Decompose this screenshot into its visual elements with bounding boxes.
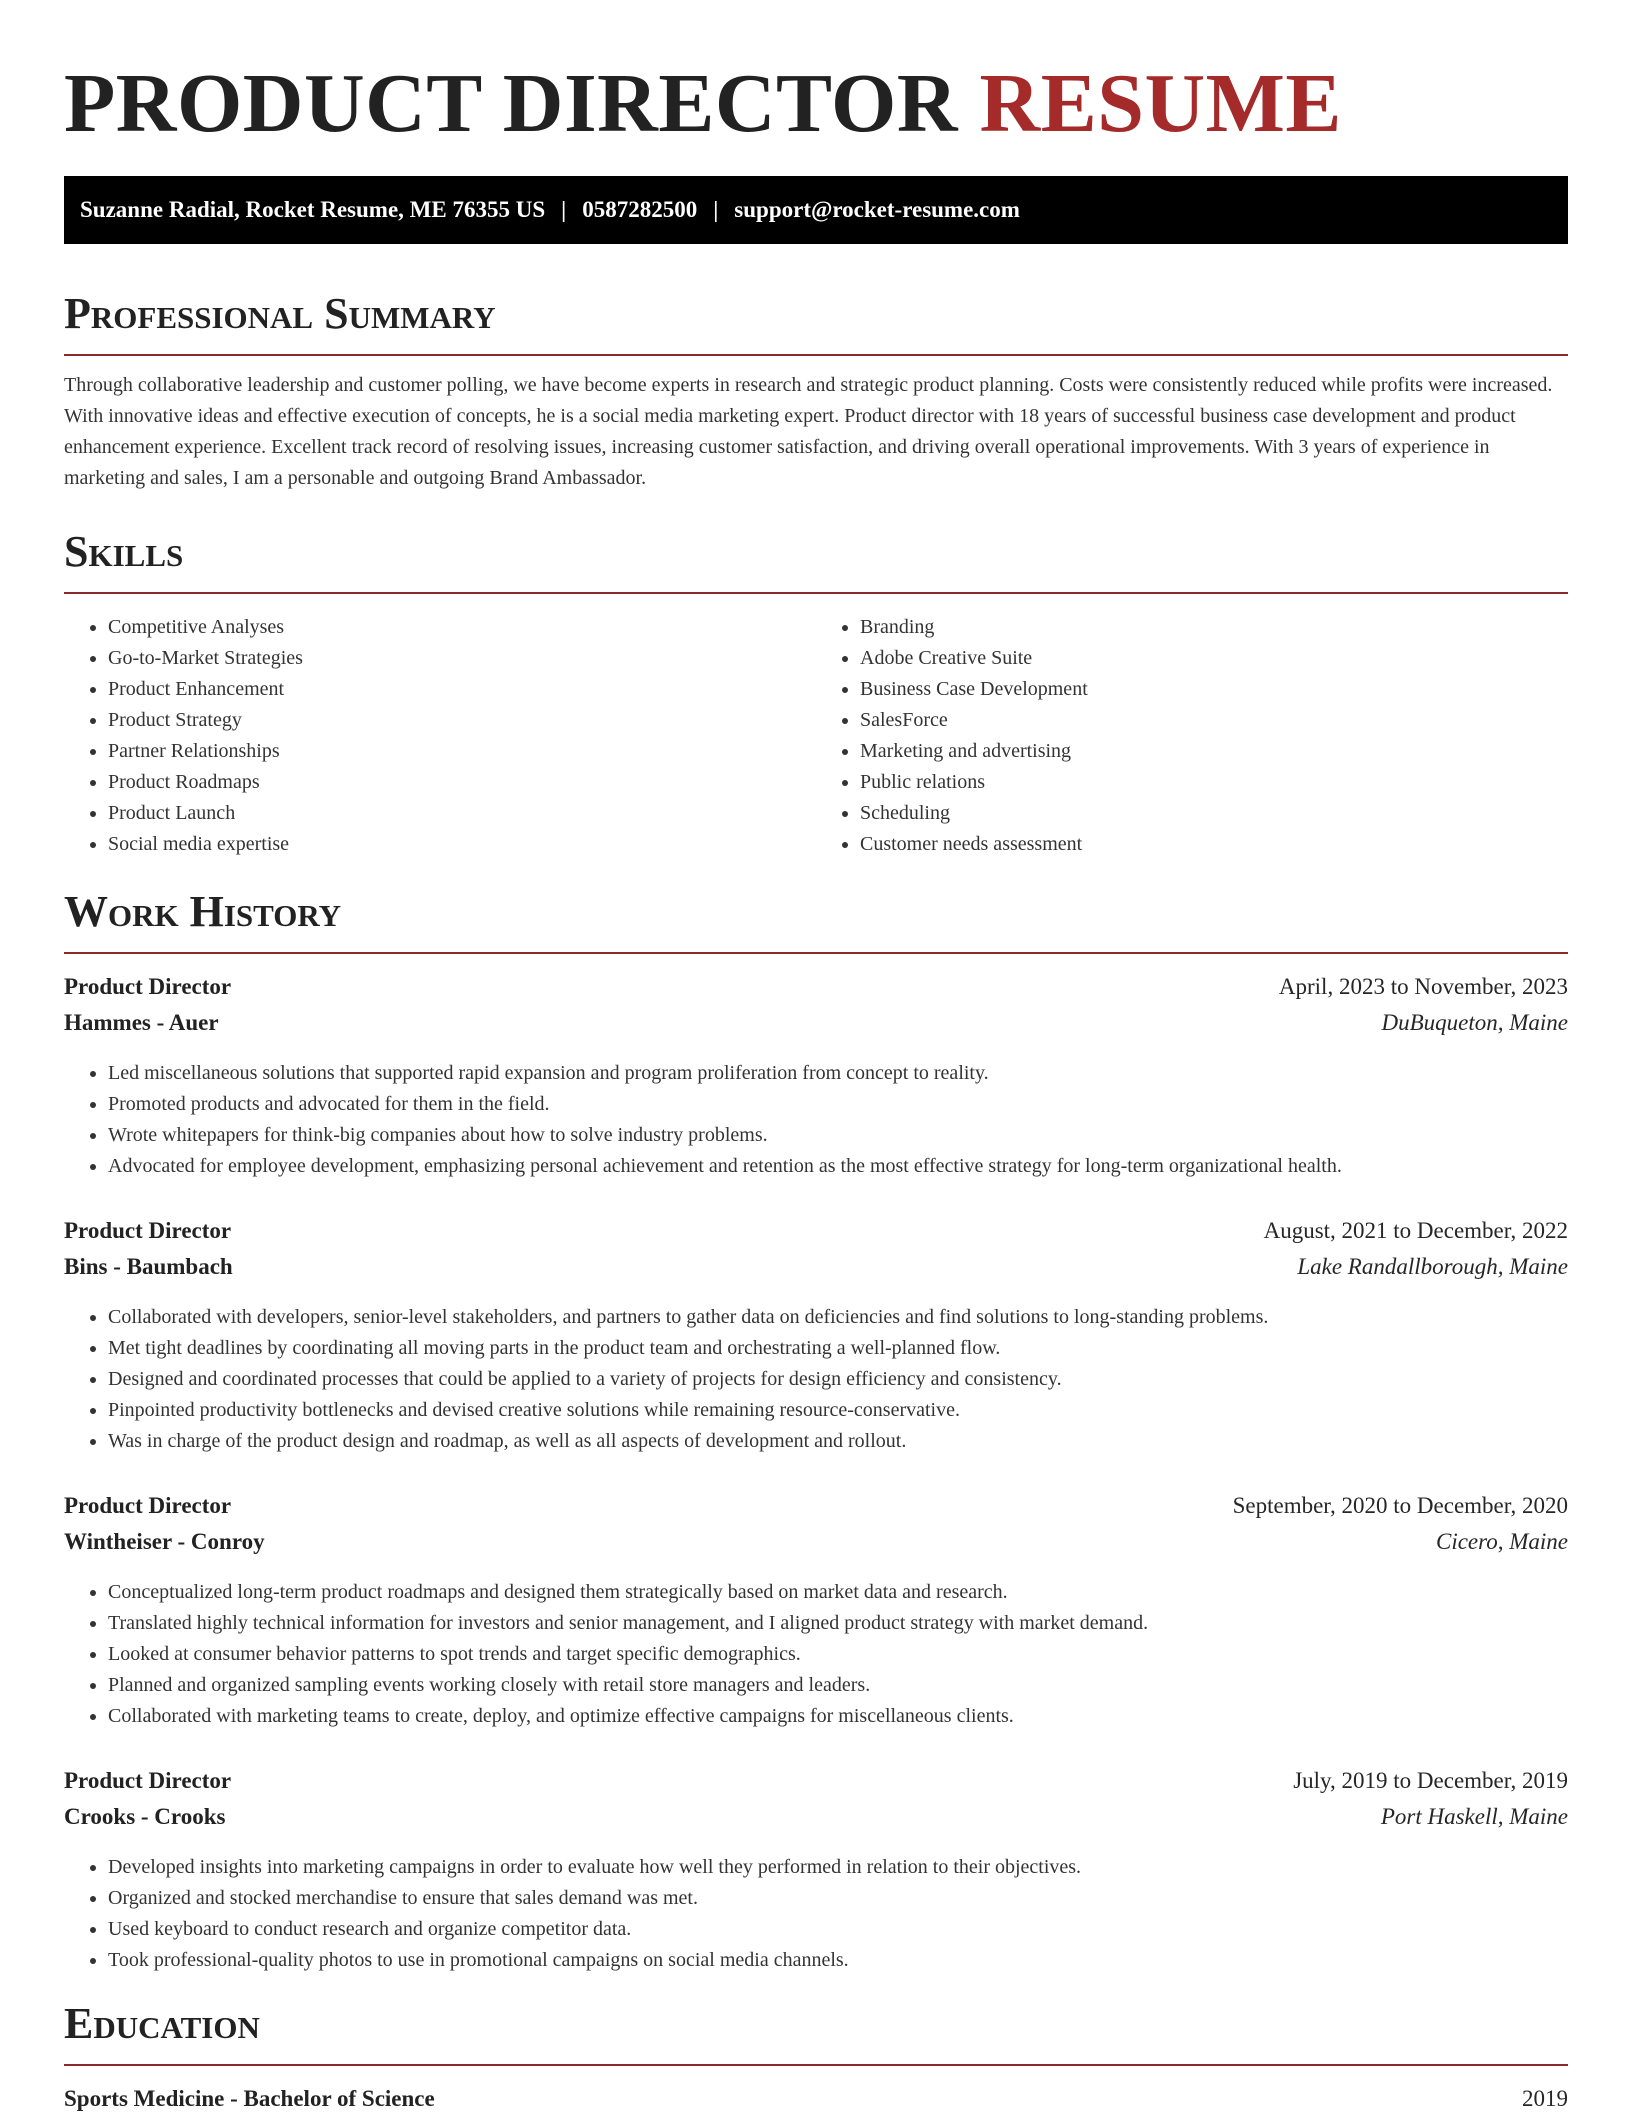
contact-phone: 0587282500 xyxy=(582,197,698,222)
job-title: Product Director xyxy=(64,974,232,999)
job-bullet: • Wrote whitepapers for think-big companies about how to solve industry problems. xyxy=(108,1120,1568,1151)
resume-title xyxy=(64,0,1568,152)
skills-list-left xyxy=(64,612,816,860)
job-bullet: • Led miscellaneous solutions that supported rapid expansion and program proliferation from concept to reality. xyxy=(108,1058,1568,1089)
education-heading: Education xyxy=(64,1998,1568,2066)
job-company-row xyxy=(64,1529,1568,1565)
skill-item: • Product Enhancement xyxy=(108,674,816,705)
skill-item: • Product Roadmaps xyxy=(108,767,816,798)
job-bullet: • Met tight deadlines by coordinating all moving parts in the product team and orchestrating a well-planned flow. xyxy=(108,1333,1568,1364)
job-bullets xyxy=(64,1302,1568,1457)
skill-item: • Marketing and advertising xyxy=(860,736,1568,767)
skill-item: • Public relations xyxy=(860,767,1568,798)
job-bullet: • Took professional-quality photos to use in promotional campaigns on social media channels. xyxy=(108,1945,1568,1976)
skill-item: • Branding xyxy=(860,612,1568,643)
skill-item: • Customer needs assessment xyxy=(860,829,1568,860)
skill-item: • Social media expertise xyxy=(108,829,816,860)
job-title: Product Director xyxy=(64,1493,232,1518)
skills-heading: Skills xyxy=(64,526,1568,594)
education-entry xyxy=(64,2086,1568,2112)
job-bullet: • Designed and coordinated processes that could be applied to a variety of projects for design efficiency and consistency. xyxy=(108,1364,1568,1395)
job-company-row xyxy=(64,1010,1568,1046)
job-bullet: • Planned and organized sampling events working closely with retail store managers and leaders. xyxy=(108,1670,1568,1701)
job-bullet: • Used keyboard to conduct research and organize competitor data. xyxy=(108,1914,1568,1945)
skill-item: • Product Strategy xyxy=(108,705,816,736)
skill-item: • Product Launch xyxy=(108,798,816,829)
job-bullets xyxy=(64,1577,1568,1732)
job-entry xyxy=(64,1493,1568,1732)
title-main: PRODUCT DIRECTOR xyxy=(64,57,959,150)
skill-item: • SalesForce xyxy=(860,705,1568,736)
job-company-row xyxy=(64,1254,1568,1290)
job-company: Crooks - Crooks xyxy=(64,1804,226,1829)
work-history-heading: Work History xyxy=(64,886,1568,954)
job-title: Product Director xyxy=(64,1768,232,1793)
job-company: Hammes - Auer xyxy=(64,1010,219,1035)
job-bullet: • Translated highly technical information for investors and senior management, and I aligned product strategy with market demand. xyxy=(108,1608,1568,1639)
job-location: Lake Randallborough, Maine xyxy=(1297,1254,1568,1279)
job-bullet: • Conceptualized long-term product roadmaps and designed them strategically based on market data and research. xyxy=(108,1577,1568,1608)
job-bullet: • Was in charge of the product design and roadmap, as well as all aspects of development and rollout. xyxy=(108,1426,1568,1457)
skill-item: • Adobe Creative Suite xyxy=(860,643,1568,674)
skill-item: • Competitive Analyses xyxy=(108,612,816,643)
job-bullet: • Organized and stocked merchandise to ensure that sales demand was met. xyxy=(108,1883,1568,1914)
skill-item: • Scheduling xyxy=(860,798,1568,829)
contact-bar xyxy=(64,176,1568,244)
job-header-row xyxy=(64,1218,1568,1254)
job-bullet: • Pinpointed productivity bottlenecks and devised creative solutions while remaining resource-conservative. xyxy=(108,1395,1568,1426)
job-bullets xyxy=(64,1852,1568,1976)
contact-separator: | xyxy=(561,197,567,222)
summary-text: Through collaborative leadership and customer polling, we have become experts in research and strategic product planning. Costs were consistently reduced while profits were increased. With innovative ideas and effective execution of concepts, he is a social media marketing expert. Product director with 18 years of successful business case development and product enhancement experience. Excellent track record of resolving issues, increasing customer satisfaction, and driving overall operational improvements. With 3 years of experience in marketing and sales, I am a personable and outgoing Brand Ambassador. xyxy=(64,374,1553,489)
job-dates: September, 2020 to December, 2020 xyxy=(1232,1493,1568,1518)
job-bullet: • Developed insights into marketing campaigns in order to evaluate how well they performed in relation to their objectives. xyxy=(108,1852,1568,1883)
job-header-row xyxy=(64,974,1568,1010)
skill-item: • Go-to-Market Strategies xyxy=(108,643,816,674)
education-degree: Sports Medicine - Bachelor of Science xyxy=(64,2086,435,2111)
job-entry xyxy=(64,1218,1568,1457)
skills-grid xyxy=(64,612,1568,860)
job-location: Cicero, Maine xyxy=(1435,1529,1568,1554)
job-bullet: • Promoted products and advocated for them in the field. xyxy=(108,1089,1568,1120)
contact-separator: | xyxy=(713,197,719,222)
job-location: DuBuqueton, Maine xyxy=(1381,1010,1568,1035)
skills-list-right xyxy=(816,612,1568,860)
job-entry xyxy=(64,974,1568,1182)
skill-item: • Partner Relationships xyxy=(108,736,816,767)
job-location: Port Haskell, Maine xyxy=(1380,1804,1568,1829)
job-dates: April, 2023 to November, 2023 xyxy=(1278,974,1568,999)
job-header-row xyxy=(64,1493,1568,1529)
title-accent: RESUME xyxy=(979,57,1342,150)
job-bullets xyxy=(64,1058,1568,1182)
job-company: Bins - Baumbach xyxy=(64,1254,233,1279)
job-company-row xyxy=(64,1804,1568,1840)
job-title: Product Director xyxy=(64,1218,232,1243)
job-dates: July, 2019 to December, 2019 xyxy=(1293,1768,1568,1793)
job-entry xyxy=(64,1768,1568,1976)
contact-address: Suzanne Radial, Rocket Resume, ME 76355 US xyxy=(80,197,546,222)
job-company: Wintheiser - Conroy xyxy=(64,1529,265,1554)
job-header-row xyxy=(64,1768,1568,1804)
job-bullet: • Looked at consumer behavior patterns to spot trends and target specific demographics. xyxy=(108,1639,1568,1670)
job-bullet: • Collaborated with developers, senior-level stakeholders, and partners to gather data on deficiencies and find solutions to long-standing problems. xyxy=(108,1302,1568,1333)
job-bullet: • Collaborated with marketing teams to create, deploy, and optimize effective campaigns for miscellaneous clients. xyxy=(108,1701,1568,1732)
contact-email: support@rocket-resume.com xyxy=(734,197,1020,222)
skill-item: • Business Case Development xyxy=(860,674,1568,705)
job-bullet: • Advocated for employee development, emphasizing personal achievement and retention as the most effective strategy for long-term organizational health. xyxy=(108,1151,1568,1182)
job-dates: August, 2021 to December, 2022 xyxy=(1263,1218,1568,1243)
education-year: 2019 xyxy=(1522,2086,1568,2111)
summary-heading: Professional Summary xyxy=(64,288,1568,356)
